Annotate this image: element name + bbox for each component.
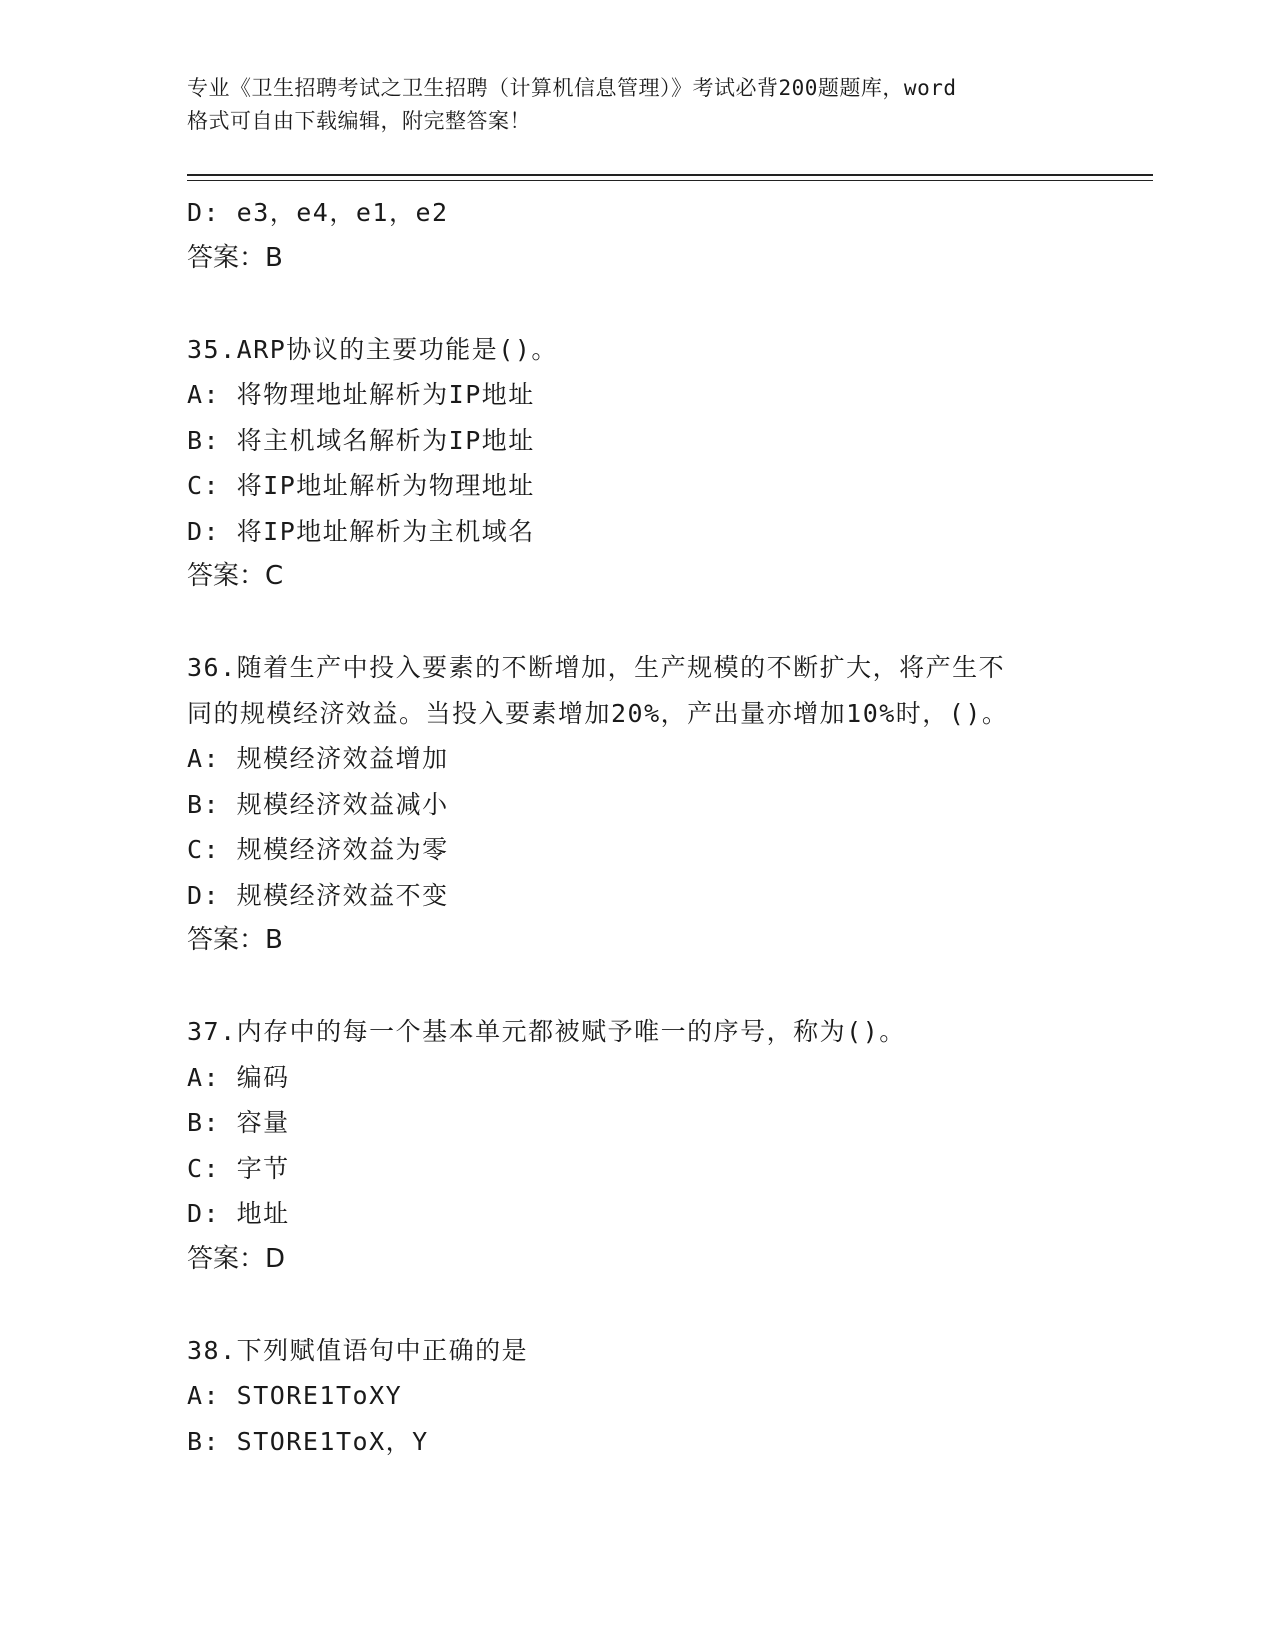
question-stem-continued: 同的规模经济效益。当投入要素增加20%，产出量亦增加10%时，()。 xyxy=(187,698,1009,728)
option-d: D: 将IP地址解析为主机域名 xyxy=(187,516,535,546)
header-rule-thick xyxy=(187,174,1153,176)
option-b: B: 容量 xyxy=(187,1108,290,1137)
answer-line: 答案：C xyxy=(187,561,284,591)
spacer xyxy=(187,1282,1107,1328)
document-body xyxy=(187,190,1107,1464)
option-line: D: e3，e4，e1，e2 xyxy=(187,198,449,227)
option-d: D: 规模经济效益不变 xyxy=(187,880,449,910)
option-c: C: 将IP地址解析为物理地址 xyxy=(187,471,535,500)
answer-line: 答案：B xyxy=(187,925,283,955)
question-stem: 37.内存中的每一个基本单元都被赋予唯一的序号，称为()。 xyxy=(187,1017,906,1046)
option-c: C: 规模经济效益为零 xyxy=(187,835,449,864)
option-a: A: 将物理地址解析为IP地址 xyxy=(187,380,535,409)
question-36 xyxy=(187,645,1107,964)
option-a: A: 规模经济效益增加 xyxy=(187,744,449,773)
question-stem: 36.随着生产中投入要素的不断增加，生产规模的不断扩大，将产生不 xyxy=(187,653,1006,682)
option-a: A: 编码 xyxy=(187,1062,290,1092)
header-line-1: 专业《卫生招聘考试之卫生招聘（计算机信息管理）》考试必背200题题库，word xyxy=(187,76,957,100)
spacer xyxy=(187,281,1107,327)
option-a: A: STORE1ToXY xyxy=(187,1381,403,1410)
option-b: B: 规模经济效益减小 xyxy=(187,789,449,819)
option-b: B: 将主机域名解析为IP地址 xyxy=(187,425,535,455)
header-line-2: 格式可自由下载编辑，附完整答案！ xyxy=(187,109,531,133)
spacer xyxy=(187,964,1107,1010)
question-37 xyxy=(187,1009,1107,1282)
document-header xyxy=(187,72,1087,138)
question-stem: 35.ARP协议的主要功能是()。 xyxy=(187,334,558,364)
question-38 xyxy=(187,1328,1107,1465)
header-rule-thin xyxy=(187,180,1153,181)
option-c: C: 字节 xyxy=(187,1153,290,1183)
answer-line: 答案：D xyxy=(187,1243,286,1274)
spacer xyxy=(187,600,1107,646)
question-35 xyxy=(187,327,1107,600)
option-b: B: STORE1ToX，Y xyxy=(187,1426,429,1456)
option-d: D: 地址 xyxy=(187,1199,290,1228)
question-stem: 38.下列赋值语句中正确的是 xyxy=(187,1335,529,1365)
answer-line: 答案：B xyxy=(187,242,283,273)
